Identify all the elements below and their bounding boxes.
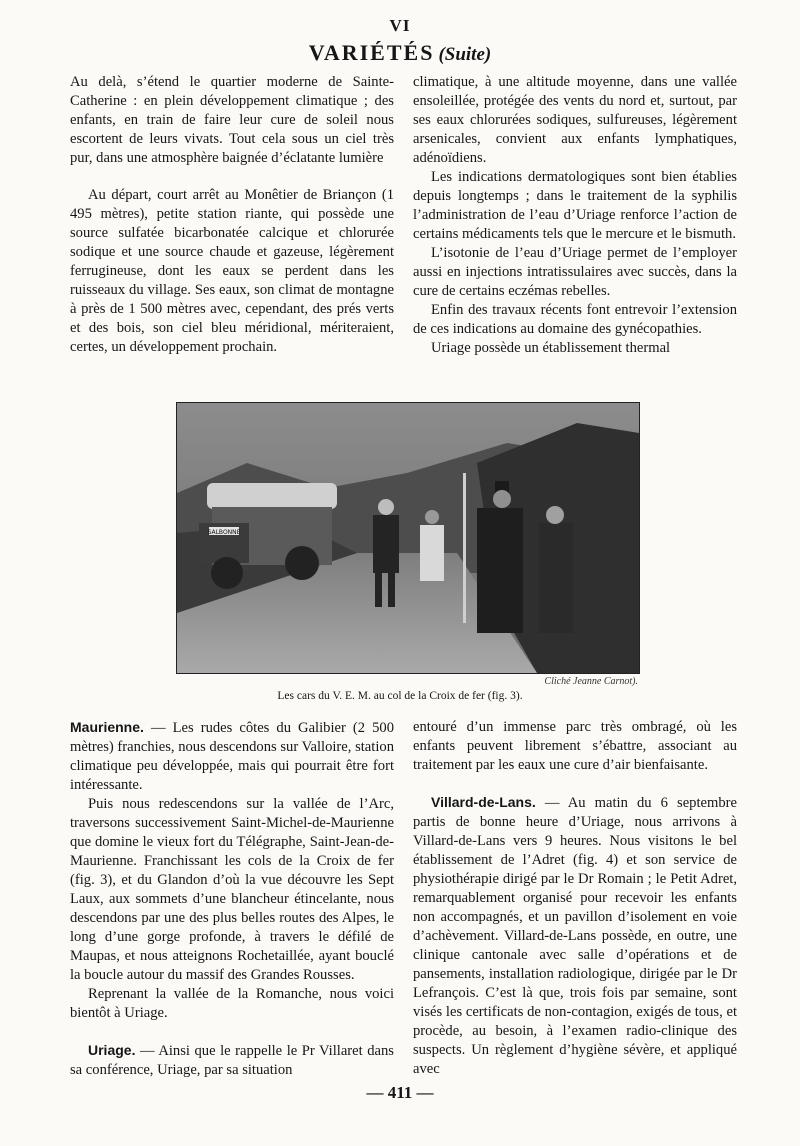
photo-illustration <box>177 403 639 673</box>
vehicle-plate-text: SALBONNE <box>207 529 241 536</box>
heading-maurienne: Maurienne. <box>70 719 144 735</box>
paragraph: entouré d’un immense parc très ombragé, où les enfants peuvent librement s’ébattre, associant au traitement par les eaux une cure d’air bienfaisante. <box>413 719 737 773</box>
column-top-right <box>413 73 737 358</box>
paragraph: Au delà, s’étend le quartier moderne de Sainte-Catherine : en plein développement climatique ; des enfants, en train de faire leur cure de soleil nous escortent de leurs vivats. Tout cela sous un ciel très pur, dans une atmosphère baignée d’éclatante lumière <box>70 74 394 166</box>
photo-credit: Cliché Jeanne Carnot). <box>544 676 638 687</box>
figure-caption: Les cars du V. E. M. au col de la Croix de fer (fig. 3). <box>277 690 523 702</box>
page-header <box>0 40 800 66</box>
paragraph-villard <box>413 793 737 1079</box>
column-bottom-right <box>413 718 737 1079</box>
pole <box>463 473 466 623</box>
heading-villard-de-lans: Villard-de-Lans. <box>431 794 536 810</box>
paragraph: climatique, à une altitude moyenne, dans une vallée ensoleillée, protégée des vents du nord et, surtout, par ses eaux chlorurées sodiques, sulfureuses, légèrement arsenicales, convient aux enfants lymphatiques, adénoïdiens. <box>413 74 737 166</box>
section-page-number: VI <box>389 16 411 35</box>
paragraph: Puis nous redescendons sur la vallée de l’Arc, traversons successivement Saint-Michel-de-Maurienne que domine le vieux fort du Télégraphe, Saint-Jean-de-Maurienne. Franchissant les cols de la Croix de fer (fig. 3), et du Glandon d’où la vue découvre les Sept Laux, aux sommets d’une blancheur étincelante, nous descendons par une des plus belles routes des Alpes, le long d’une gorge profonde, à travers le défilé de Maupas, et nous atteignons Rochetaillée, ayant bouclé la boucle autour du massif des Grandes Rousses. <box>70 796 394 983</box>
paragraph: Au départ, court arrêt au Monêtier de Briançon (1 495 mètres), petite station riante, qui possède une source sulfatée bicarbonatée calcique et chlorurée sodique et une source chaude et gazeuse, légèrement ferrugineuse, dont les eaux se perdent dans les ruisseaux du village. Ses eaux, son climat de montagne à près de 1 500 mètres avec, cependant, des prés verts et des bois, son ciel bleu méridional, mériteraient, certes, un développement prochain. <box>70 187 394 355</box>
paragraph: Uriage possède un établissement thermal <box>431 340 671 356</box>
paragraph-maurienne <box>70 718 394 795</box>
photo-bus-at-col <box>176 402 640 674</box>
column-top-left <box>70 73 394 357</box>
paragraph: Les indications dermatologiques sont bien établies depuis longtemps ; dans le traitement de la syphilis l’administration de l’eau d’Uriage renforce l’action de certains médicaments tels que le mercure et le bismuth. <box>413 169 737 242</box>
heading-uriage: Uriage. <box>88 1042 136 1058</box>
column-bottom-left <box>70 718 394 1080</box>
paragraph-text: — Au matin du 6 septembre partis de bonne heure d’Uriage, nous arrivons à Villard-de-Lans vers 9 heures. Nous visitons le bel établissement de l’Adret (fig. 4) et son service de physiothérapie dirigé par le Dr Romain ; le Petit Adret, remarquablement organisé pour recevoir les enfants non accompagnés, et un pavillon d’isolement en voie d’achèvement. Villard-de-Lans possède, en outre, une clinique cantonale avec salle d’opérations et de pansements, installation radiologique, dirigée par le Dr Lefrançois. C’est là que, trois fois par semaine, sont visés les certificats de non-contagion, exigés de tous, et procède, au besoin, à l’examen radio-clinique des suspects. Un règlement d’hygiène sévère, et appliqué avec <box>413 795 737 1077</box>
figure-man-right <box>539 506 573 633</box>
page-folio: — 411 — <box>366 1083 434 1102</box>
section-subtitle: (Suite) <box>438 44 492 65</box>
paragraph: Enfin des travaux récents font entrevoir l’extension de ces indications au domaine des gynécopathies. <box>413 302 737 337</box>
paragraph: Reprenant la vallée de la Romanche, nous voici bientôt à Uriage. <box>70 986 394 1021</box>
paragraph-text: — Ainsi que le rappelle le Pr Villaret dans sa conférence, Uriage, par sa situation <box>70 1043 394 1078</box>
paragraph: L’isotonie de l’eau d’Uriage permet de l’employer aussi en injections intratissulaires avec succès, dans la cure de certains eczémas rebelles. <box>413 245 737 299</box>
paragraph-text: — Les rudes côtes du Galibier (2 500 mètres) franchies, nous descendons sur Valloire, station climatique peu développée, mais qui pourrait être fort intéressante. <box>70 720 394 793</box>
section-title: VARIÉTÉS <box>308 40 435 65</box>
paragraph-uriage <box>70 1041 394 1080</box>
